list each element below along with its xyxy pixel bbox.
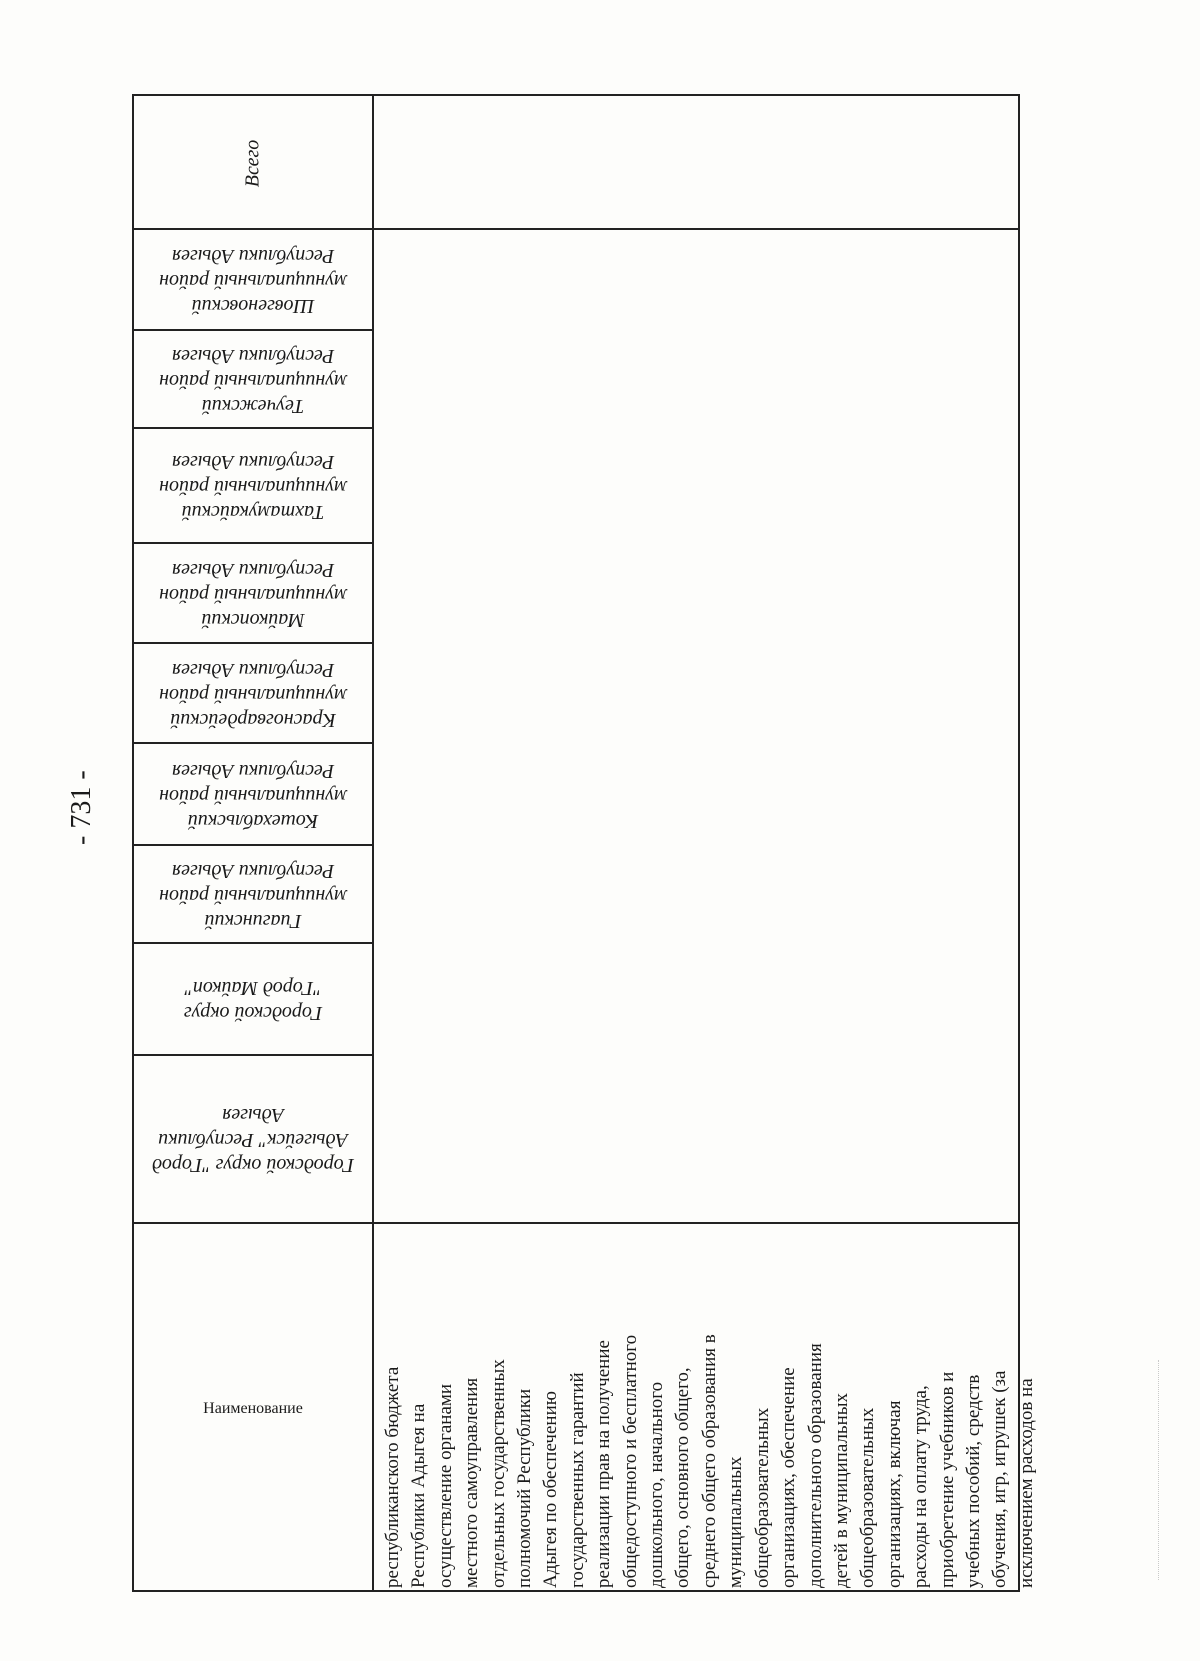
header-adygeysk-city-label: Городской округ "Город Адыгейск" Республики Адыгея [151,1103,355,1176]
header-teuchezhsky-label: Теучежский муниципальный район Республики Адыгея [159,344,347,417]
header-giaginsky [134,846,372,944]
header-takhtamukaysky [134,429,372,543]
name-cell [374,1224,1037,1592]
name-cell-text: республиканского бюджета Республики Адыгея на осуществление органами местного самоуправления отдельных государственных полномочий Республики Адыгея по обеспечению государственных гарантий реализации прав на получение общедоступного и бесплатного дошкольного, начального общего, основного общего, среднего общего образования в муниципальных общеобразовательных организациях, обеспечение дополнительного образования детей в муниципальных общеобразовательных организациях, включая расходы на оплату труда, приобретение учебников и учебных пособий, средств обучения, игр, игрушек (за исключением расходов на [382,1334,1037,1588]
budget-table [132,94,1037,1592]
header-maykopsky-label: Майкопский муниципальный район Республики Адыгея [159,558,347,631]
header-name [134,1224,372,1594]
header-maykop-city [134,944,372,1056]
header-krasnogvardeysky-label: Красногвардейский муниципальный район Республики Адыгея [159,658,347,731]
header-adygeysk-city [134,1056,372,1222]
header-total [134,96,372,230]
scan-artifact [1158,1360,1161,1580]
header-teuchezhsky [134,331,372,429]
header-maykop-city-label: Городской округ "Город Майкоп" [183,977,323,1024]
header-total-label: Всего [241,139,264,187]
header-koshekhablsky [134,744,372,846]
header-shovgenovsky [134,230,372,330]
header-koshekhablsky-label: Кошехабльский муниципальный район Республики Адыгея [159,759,347,832]
header-krasnogvardeysky [134,644,372,744]
header-takhtamukaysky-label: Тахтамукайский муниципальный район Республики Адыгея [159,450,347,523]
page-number: - 731 - [66,770,97,845]
header-maykopsky [134,544,372,644]
header-giaginsky-label: Гиагинский муниципальный район Республики Адыгея [159,859,347,932]
header-name-label: Наименование [203,1400,303,1417]
header-shovgenovsky-label: Шовгеновский муниципальный район Республики Адыгея [159,244,347,317]
